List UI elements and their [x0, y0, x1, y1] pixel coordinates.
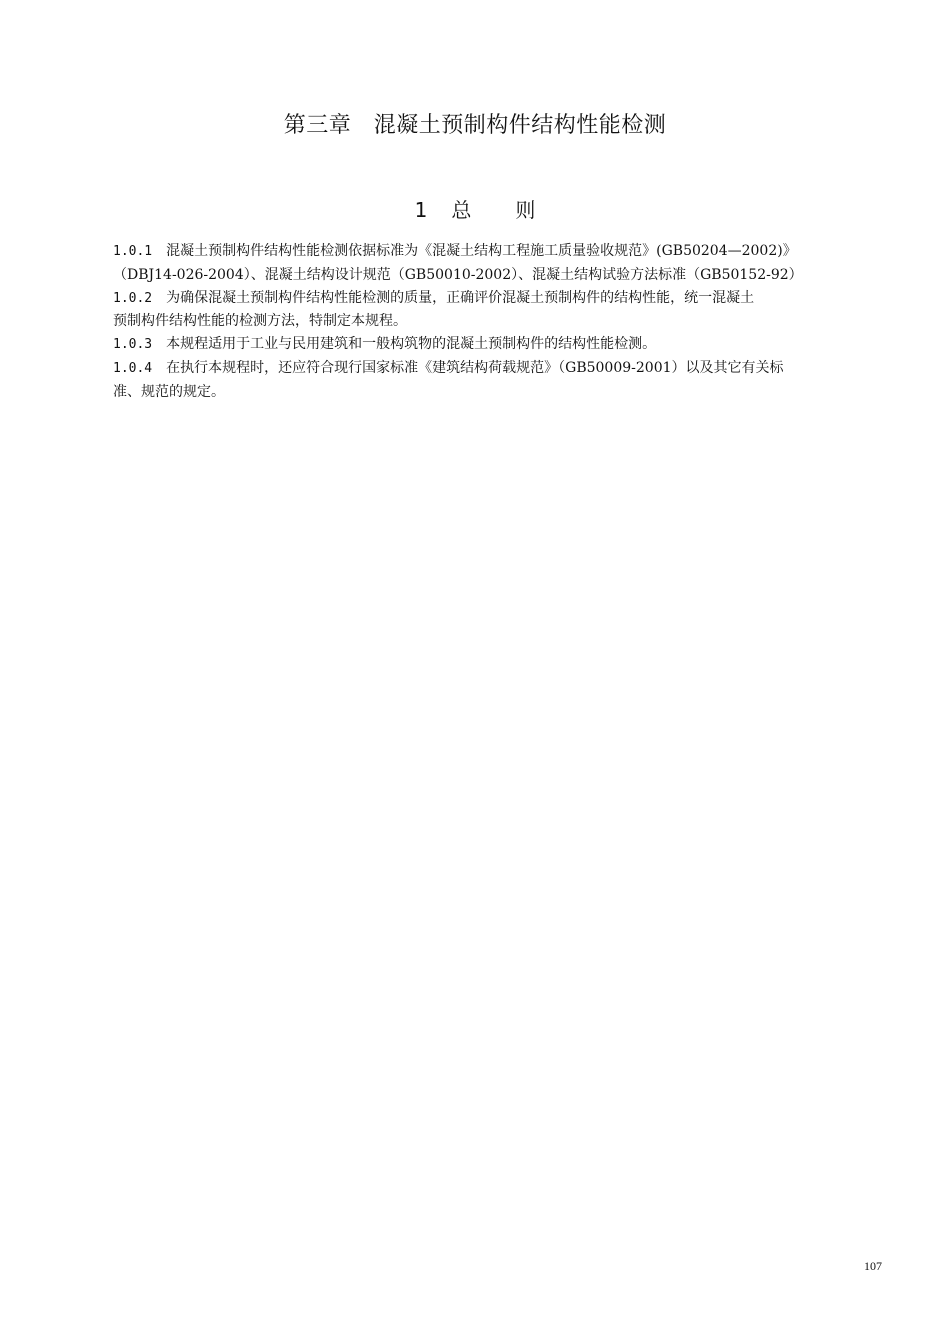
page-number: 107: [864, 1259, 882, 1273]
clause-number: 1.0.3: [113, 337, 153, 353]
section-title-part2: 则: [515, 198, 536, 222]
clause-text-continued: 准、规范的规定。: [113, 383, 225, 400]
clause-text: 本规程适用于工业与民用建筑和一般构筑物的混凝土预制构件的结构性能检测。: [166, 336, 657, 353]
clause-1-0-2: [113, 287, 885, 334]
clause-text: 混凝土预制构件结构性能检测依据标准为《混凝土结构工程施工质量验收规范》(GB50204—2002)》: [166, 243, 797, 259]
section-number: 1: [414, 198, 428, 222]
section-title-part1: 总: [451, 198, 472, 222]
clause-1-0-3: [113, 333, 885, 357]
clause-number: 1.0.1: [113, 244, 153, 259]
clause-number: 1.0.4: [113, 360, 153, 376]
clause-1-0-1: [113, 240, 885, 287]
clause-text: 在执行本规程时，还应符合现行国家标准《建筑结构荷载规范》（GB50009-2001）以及其它有关标: [166, 359, 784, 376]
clause-text: 为确保混凝土预制构件结构性能检测的质量，正确评价混凝土预制构件的结构性能，统一混凝土: [166, 289, 755, 306]
section-heading: [0, 194, 950, 223]
chapter-title: 第三章 混凝土预制构件结构性能检测: [283, 113, 667, 138]
clause-number: 1.0.2: [113, 290, 153, 306]
clauses: [113, 240, 885, 404]
clause-text-continued: （DBJ14-026-2004）、混凝土结构设计规范（GB50010-2002）、混凝土结构试验方法标准（GB50152-92）: [113, 266, 803, 283]
clause-text-continued: 预制构件结构性能的检测方法，特制定本规程。: [113, 313, 407, 330]
clause-1-0-4: [113, 357, 885, 404]
